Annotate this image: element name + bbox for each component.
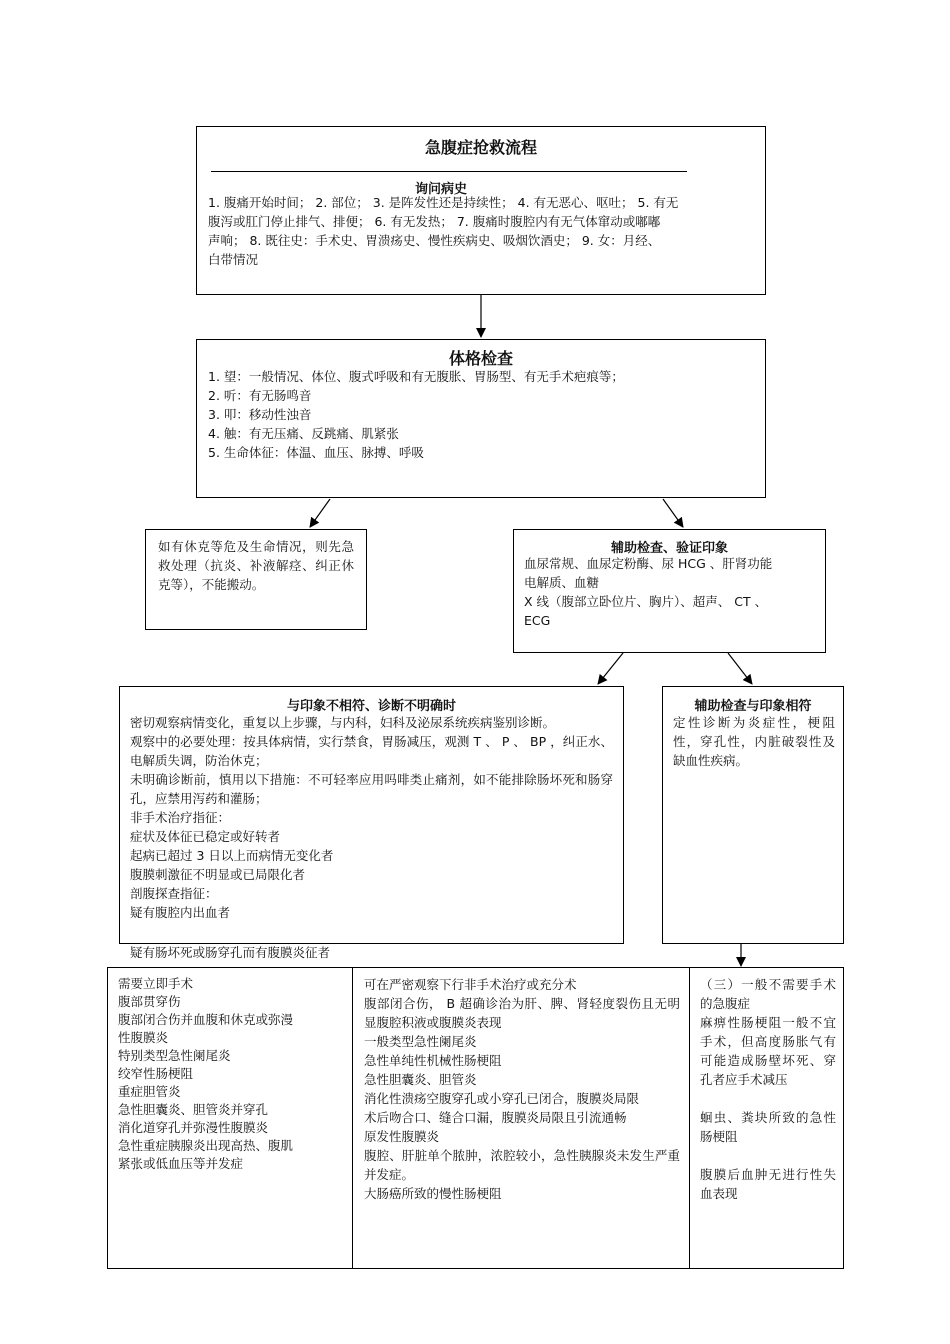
unclear-diagnosis-heading: 与印象不相符、诊断不明确时 bbox=[286, 699, 456, 714]
unclear-line: 非手术治疗指征： bbox=[130, 810, 231, 825]
title-underline bbox=[211, 171, 687, 172]
no-surgery-item: 蛔虫、粪块所致的急性肠梗阻 bbox=[700, 1110, 836, 1144]
immediate-surgery-item: 急性胆囊炎、胆管炎并穿孔 bbox=[118, 1102, 269, 1117]
history-line: 声响； 8. 既往史：手术史、胃溃疡史、慢性疾病史、吸烟饮酒史； 9. 女：月经、 bbox=[208, 233, 661, 248]
observation-item: 腹腔、肝脏单个脓肿，浓腔较小，急性胰腺炎未发生严重并发症。 bbox=[364, 1148, 680, 1182]
history-text bbox=[208, 193, 759, 269]
aux-line: ECG bbox=[524, 613, 551, 628]
physical-exam-heading: 体格检查 bbox=[448, 349, 513, 368]
observation-item: 术后吻合口、缝合口漏，腹膜炎局限且引流通畅 bbox=[364, 1110, 627, 1125]
arrow-exam-to-emergency bbox=[310, 499, 330, 527]
observation-item: 大肠癌所致的慢性肠梗阻 bbox=[364, 1186, 502, 1201]
unclear-line: 症状及体征已稳定或好转者 bbox=[130, 829, 281, 844]
unclear-line: 剖腹探查指征： bbox=[130, 886, 218, 901]
history-line: 白带情况 bbox=[208, 252, 259, 267]
aux-line: X 线（腹部立卧位片、胸片）、超声、 CT 、 bbox=[524, 594, 768, 609]
aux-line: 电解质、血糖 bbox=[524, 575, 600, 590]
no-surgery-item: （三）一般不需要手术的急腹症 bbox=[700, 977, 836, 1011]
observation-item: 原发性腹膜炎 bbox=[364, 1129, 440, 1144]
exam-line: 2. 听：有无肠鸣音 bbox=[208, 388, 312, 403]
unclear-last-line: 疑有肠坏死或肠穿孔而有腹膜炎征者 bbox=[130, 945, 331, 960]
column-divider bbox=[689, 968, 690, 1268]
history-box bbox=[196, 126, 766, 295]
unclear-para: 密切观察病情变化，重复以上步骤，与内科，妇科及泌尿系统疾病鉴别诊断。 bbox=[130, 715, 556, 730]
arrow-exam-to-aux-check bbox=[663, 499, 683, 527]
auxiliary-check-box bbox=[513, 529, 826, 653]
immediate-surgery-item: 绞窄性肠梗阻 bbox=[118, 1066, 194, 1081]
treatment-table bbox=[107, 967, 844, 1269]
unclear-line: 疑有腹腔内出血者 bbox=[130, 905, 231, 920]
immediate-surgery-item: 特别类型急性阑尾炎 bbox=[118, 1048, 231, 1063]
history-line: 1. 腹痛开始时间； 2. 部位； 3. 是阵发性还是持续性； 4. 有无恶心、呕吐； 5. 有无 bbox=[208, 195, 679, 210]
physical-exam-box bbox=[196, 339, 766, 498]
column-divider bbox=[352, 968, 353, 1268]
emergency-box bbox=[145, 529, 367, 630]
history-heading: 询问病史 bbox=[414, 182, 467, 197]
exam-line: 5. 生命体征：体温、血压、脉搏、呼吸 bbox=[208, 445, 424, 460]
item-spacer bbox=[700, 1089, 836, 1108]
auxiliary-check-text bbox=[524, 554, 819, 630]
immediate-surgery-item: 紧张或低血压等并发症 bbox=[118, 1156, 244, 1171]
unclear-diagnosis-text bbox=[130, 713, 613, 922]
unclear-para: 未明确诊断前，慎用以下措施：不可轻率应用吗啡类止痛剂，如不能排除肠坏死和肠穿孔，应禁用泻药和灌肠； bbox=[130, 772, 613, 806]
immediate-surgery-item: 消化道穿孔并弥漫性腹膜炎 bbox=[118, 1120, 269, 1135]
unclear-para: 观察中的必要处理：按具体病情，实行禁食，胃肠减压，观测 T 、 P 、 BP ，纠正水、电解质失调，防治休克； bbox=[130, 734, 613, 768]
no-surgery-item: 腹膜后血肿无进行性失血表现 bbox=[700, 1167, 836, 1201]
consistent-impression-text: 定性诊断为炎症性，梗阻性，穿孔性，内脏破裂性及缺血性疾病。 bbox=[673, 715, 835, 768]
aux-line: 血尿常规、血尿定粉酶、尿 HCG 、肝肾功能 bbox=[524, 556, 773, 571]
observation-item: 消化性溃疡空腹穿孔或小穿孔已闭合，腹膜炎局限 bbox=[364, 1091, 640, 1106]
observation-item: 一般类型急性阑尾炎 bbox=[364, 1034, 477, 1049]
immediate-surgery-item: 腹部贯穿伤 bbox=[118, 994, 181, 1009]
item-spacer bbox=[700, 1146, 836, 1165]
consistent-impression-box bbox=[662, 686, 844, 944]
arrow-aux-to-unclear bbox=[598, 653, 623, 684]
observation-item: 急性单纯性机械性肠梗阻 bbox=[364, 1053, 502, 1068]
observation-column bbox=[364, 975, 680, 1203]
unclear-diagnosis-box bbox=[119, 686, 624, 960]
arrow-aux-to-consistent bbox=[728, 653, 752, 684]
immediate-surgery-item: 需要立即手术 bbox=[118, 976, 194, 991]
unclear-line: 起病已超过 3 日以上而病情无变化者 bbox=[130, 848, 334, 863]
immediate-surgery-column bbox=[118, 975, 346, 1173]
history-line: 腹泻或肛门停止排气、排便； 6. 有无发热； 7. 腹痛时腹腔内有无气体窜动或嘟嘟 bbox=[208, 214, 661, 229]
exam-line: 4. 触：有无压痛、反跳痛、肌紧张 bbox=[208, 426, 399, 441]
no-surgery-column bbox=[700, 975, 836, 1203]
observation-item: 腹部闭合伤， B 超确诊治为肝、脾、肾轻度裂伤且无明显腹腔积液或腹膜炎表现 bbox=[364, 996, 680, 1030]
immediate-surgery-item: 性腹膜炎 bbox=[118, 1030, 169, 1045]
unclear-line: 腹膜刺激征不明显或已局限化者 bbox=[130, 867, 306, 882]
physical-exam-text bbox=[208, 367, 759, 462]
immediate-surgery-item: 腹部闭合伤并血腹和休克或弥漫 bbox=[118, 1012, 294, 1027]
flow-title: 急腹症抢救流程 bbox=[424, 138, 537, 157]
consistent-impression-heading: 辅助检查与印象相符 bbox=[694, 699, 812, 714]
observation-item: 可在严密观察下行非手术治疗或充分术 bbox=[364, 977, 577, 992]
observation-item: 急性胆囊炎、胆管炎 bbox=[364, 1072, 477, 1087]
exam-line: 3. 叩：移动性浊音 bbox=[208, 407, 312, 422]
exam-line: 1. 望：一般情况、体位、腹式呼吸和有无腹胀、胃肠型、有无手术疤痕等； bbox=[208, 369, 624, 384]
emergency-text: 如有休克等危及生命情况，则先急救处理（抗炎、补液解痉、纠正休克等），不能搬动。 bbox=[158, 539, 354, 592]
no-surgery-item: 麻痹性肠梗阻一般不宜手术，但高度肠胀气有可能造成肠壁坏死、穿孔者应手术减压 bbox=[700, 1015, 836, 1087]
immediate-surgery-item: 急性重症胰腺炎出现高热、腹肌 bbox=[118, 1138, 294, 1153]
auxiliary-check-heading: 辅助检查、验证印象 bbox=[610, 541, 728, 556]
immediate-surgery-item: 重症胆管炎 bbox=[118, 1084, 181, 1099]
